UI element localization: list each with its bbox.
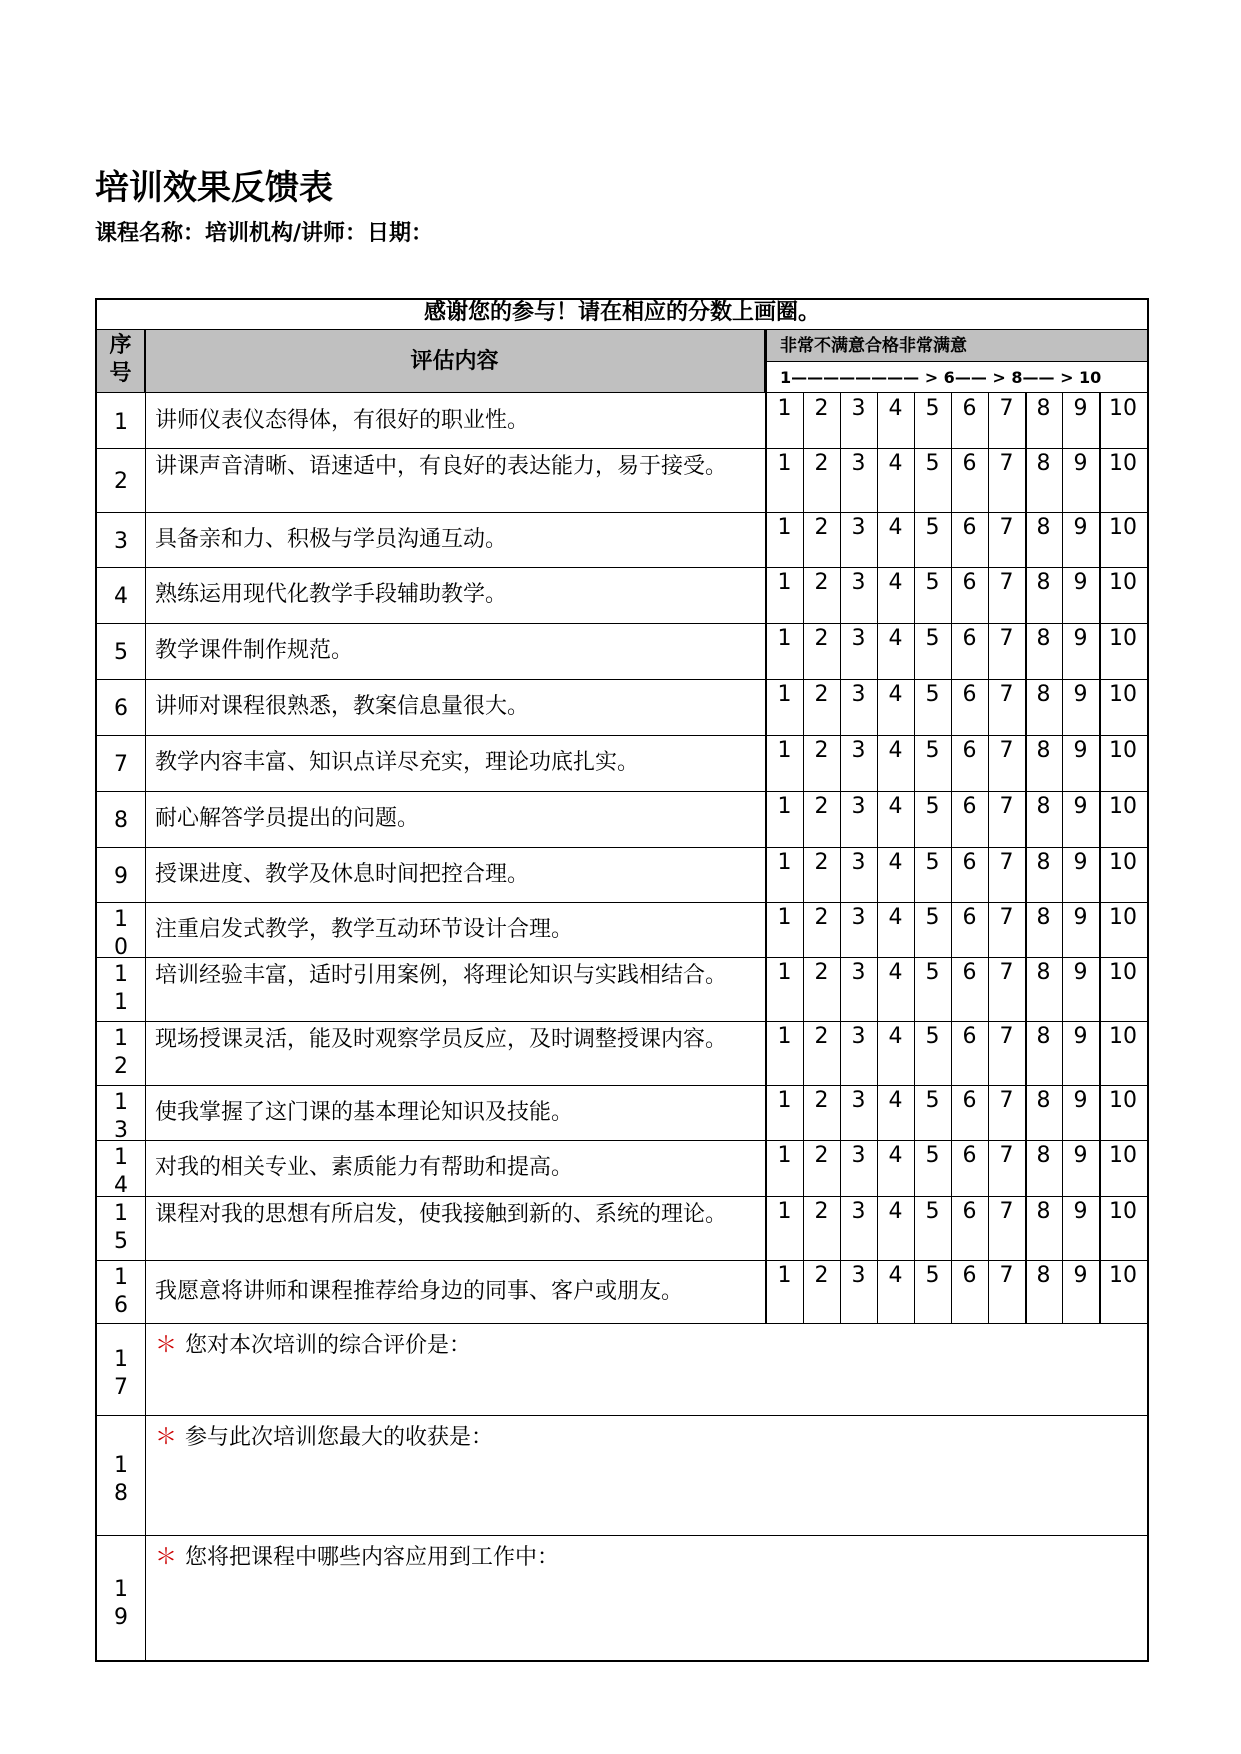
score-option-9[interactable]: 9 <box>1073 1199 1088 1224</box>
row-divider <box>95 1260 1149 1261</box>
score-option-10[interactable]: 10 <box>1109 1024 1137 1049</box>
score-option-3[interactable]: 3 <box>851 515 866 540</box>
header-number-label: 序号 <box>109 333 132 386</box>
score-option-3[interactable]: 3 <box>851 850 866 875</box>
score-divider <box>951 393 952 1323</box>
score-option-5[interactable]: 5 <box>925 1199 940 1224</box>
score-option-9[interactable]: 9 <box>1073 738 1088 763</box>
required-star-icon: ＊ <box>155 1545 178 1570</box>
score-option-10[interactable]: 10 <box>1109 515 1137 540</box>
score-option-7[interactable]: 7 <box>999 682 1014 707</box>
score-option-3[interactable]: 3 <box>851 396 866 421</box>
score-option-4[interactable]: 4 <box>888 794 903 819</box>
score-option-6[interactable]: 6 <box>962 960 977 985</box>
score-divider <box>803 393 804 1323</box>
evaluation-item-text: 授课进度、教学及休息时间把控合理。 <box>155 861 530 887</box>
row-divider <box>95 1415 1149 1416</box>
row-number <box>97 1200 145 1260</box>
row-divider <box>95 1021 1149 1022</box>
row-number-label: 3 <box>114 528 128 554</box>
score-option-4[interactable]: 4 <box>888 1024 903 1049</box>
score-option-10[interactable]: 10 <box>1109 1263 1137 1288</box>
score-option-6[interactable]: 6 <box>962 1143 977 1168</box>
score-option-2[interactable]: 2 <box>814 850 829 875</box>
column-divider <box>765 330 767 1323</box>
score-divider <box>988 393 989 1323</box>
score-option-2[interactable]: 2 <box>814 396 829 421</box>
score-option-1[interactable]: 1 <box>777 396 792 421</box>
score-option-10[interactable]: 10 <box>1109 794 1137 819</box>
evaluation-item-text: 对我的相关专业、素质能力有帮助和提高。 <box>155 1155 574 1180</box>
score-option-8[interactable]: 8 <box>1036 905 1051 930</box>
score-option-4[interactable]: 4 <box>888 738 903 763</box>
score-option-8[interactable]: 8 <box>1036 626 1051 651</box>
score-option-5[interactable]: 5 <box>925 682 940 707</box>
required-star-icon: ＊ <box>155 1333 178 1358</box>
evaluation-item-text: 注重启发式教学，教学互动环节设计合理。 <box>155 916 574 942</box>
score-option-9[interactable]: 9 <box>1073 960 1088 985</box>
score-option-4[interactable]: 4 <box>888 451 903 476</box>
score-option-3[interactable]: 3 <box>851 682 866 707</box>
score-option-7[interactable]: 7 <box>999 1024 1014 1049</box>
score-option-6[interactable]: 6 <box>962 451 977 476</box>
evaluation-item-text: 讲师对课程很熟悉，教案信息量很大。 <box>155 694 530 719</box>
score-option-7[interactable]: 7 <box>999 905 1014 930</box>
score-option-9[interactable]: 9 <box>1073 1143 1088 1168</box>
score-option-1[interactable]: 1 <box>777 1088 792 1113</box>
score-divider <box>1025 393 1027 1323</box>
score-option-7[interactable]: 7 <box>999 1143 1014 1168</box>
evaluation-item-text: 讲师仪表仪态得体，有很好的职业性。 <box>155 407 530 433</box>
row-number-label: 10 <box>114 907 128 960</box>
header-number <box>97 330 145 393</box>
score-option-3[interactable]: 3 <box>851 1143 866 1168</box>
row-number <box>97 739 145 791</box>
score-divider <box>840 393 841 1323</box>
score-option-9[interactable]: 9 <box>1073 1088 1088 1113</box>
row-number <box>97 961 145 1021</box>
score-option-7[interactable]: 7 <box>999 396 1014 421</box>
row-divider <box>95 1196 1149 1197</box>
row-number <box>97 906 145 960</box>
score-option-8[interactable]: 8 <box>1036 794 1051 819</box>
score-option-8[interactable]: 8 <box>1036 515 1051 540</box>
score-option-9[interactable]: 9 <box>1073 905 1088 930</box>
score-option-10[interactable]: 10 <box>1109 396 1137 421</box>
score-option-2[interactable]: 2 <box>814 1088 829 1113</box>
evaluation-item-text: 使我掌握了这门课的基本理论知识及技能。 <box>155 1099 574 1125</box>
score-option-7[interactable]: 7 <box>999 960 1014 985</box>
score-option-10[interactable]: 10 <box>1109 1143 1137 1168</box>
row-number-label: 15 <box>114 1201 128 1254</box>
row-divider <box>95 1085 1149 1086</box>
score-option-8[interactable]: 8 <box>1036 1024 1051 1049</box>
score-option-5[interactable]: 5 <box>925 451 940 476</box>
score-option-10[interactable]: 10 <box>1109 626 1137 651</box>
score-option-10[interactable]: 10 <box>1109 905 1137 930</box>
course-info-line: 课程名称：培训机构/讲师：日期： <box>95 221 434 246</box>
score-option-4[interactable]: 4 <box>888 1263 903 1288</box>
row-divider <box>95 448 1149 449</box>
evaluation-item-text: 现场授课灵活，能及时观察学员反应，及时调整授课内容。 <box>155 1027 728 1052</box>
open-question-prompt[interactable] <box>155 1331 471 1361</box>
row-divider <box>95 567 1149 568</box>
row-divider <box>95 512 1149 513</box>
score-option-3[interactable]: 3 <box>851 1088 866 1113</box>
row-number <box>97 452 145 512</box>
score-option-2[interactable]: 2 <box>814 1024 829 1049</box>
score-option-1[interactable]: 1 <box>777 451 792 476</box>
row-number-label: 8 <box>114 808 128 833</box>
score-option-4[interactable]: 4 <box>888 1143 903 1168</box>
score-option-4[interactable]: 4 <box>888 960 903 985</box>
column-divider <box>145 1323 146 1662</box>
row-number-label: 5 <box>114 640 128 665</box>
row-number-label: 14 <box>114 1145 128 1198</box>
row-number <box>97 1144 145 1196</box>
score-option-1[interactable]: 1 <box>777 682 792 707</box>
evaluation-item-text: 培训经验丰富，适时引用案例，将理论知识与实践相结合。 <box>155 963 728 988</box>
score-option-9[interactable]: 9 <box>1073 1263 1088 1288</box>
evaluation-item-text: 教学课件制作规范。 <box>155 638 354 663</box>
score-option-1[interactable]: 1 <box>777 1263 792 1288</box>
column-divider <box>145 330 146 1323</box>
score-option-2[interactable]: 2 <box>814 1199 829 1224</box>
score-option-3[interactable]: 3 <box>851 1199 866 1224</box>
score-option-8[interactable]: 8 <box>1036 1263 1051 1288</box>
score-option-8[interactable]: 8 <box>1036 451 1051 476</box>
score-option-6[interactable]: 6 <box>962 626 977 651</box>
score-option-5[interactable]: 5 <box>925 850 940 875</box>
row-divider <box>95 1535 1149 1536</box>
score-option-4[interactable]: 4 <box>888 515 903 540</box>
score-option-2[interactable]: 2 <box>814 682 829 707</box>
score-option-5[interactable]: 5 <box>925 1263 940 1288</box>
score-option-3[interactable]: 3 <box>851 1263 866 1288</box>
score-option-2[interactable]: 2 <box>814 570 829 595</box>
score-option-9[interactable]: 9 <box>1073 1024 1088 1049</box>
evaluation-item-text: 耐心解答学员提出的问题。 <box>155 806 420 831</box>
row-number-label: 7 <box>114 752 128 777</box>
row-divider <box>95 847 1149 848</box>
score-option-5[interactable]: 5 <box>925 570 940 595</box>
score-option-7[interactable]: 7 <box>999 1199 1014 1224</box>
row-divider <box>95 623 1149 624</box>
row-number <box>97 851 145 902</box>
score-option-8[interactable]: 8 <box>1036 1199 1051 1224</box>
row-number-label: 2 <box>114 469 128 494</box>
score-option-4[interactable]: 4 <box>888 850 903 875</box>
score-option-1[interactable]: 1 <box>777 794 792 819</box>
score-option-3[interactable]: 3 <box>851 626 866 651</box>
question-number-label: 17 <box>114 1347 128 1400</box>
header-scale-range: 1———————— > 6—— > 8—— > 10 <box>780 368 1102 387</box>
question-number-label: 19 <box>114 1576 128 1630</box>
score-option-6[interactable]: 6 <box>962 515 977 540</box>
score-option-1[interactable]: 1 <box>777 570 792 595</box>
open-question-text: 参与此次培训您最大的收获是： <box>185 1425 494 1450</box>
score-option-8[interactable]: 8 <box>1036 738 1051 763</box>
score-option-3[interactable]: 3 <box>851 451 866 476</box>
score-option-7[interactable]: 7 <box>999 850 1014 875</box>
score-option-9[interactable]: 9 <box>1073 794 1088 819</box>
score-option-5[interactable]: 5 <box>925 1088 940 1113</box>
row-number <box>97 1264 145 1323</box>
row-number <box>97 1089 145 1143</box>
score-option-2[interactable]: 2 <box>814 515 829 540</box>
score-option-1[interactable]: 1 <box>777 905 792 930</box>
score-option-6[interactable]: 6 <box>962 1088 977 1113</box>
score-option-2[interactable]: 2 <box>814 738 829 763</box>
row-number-label: 6 <box>114 696 128 721</box>
evaluation-item-text: 讲课声音清晰、语速适中，有良好的表达能力，易于接受。 <box>155 454 728 479</box>
score-option-5[interactable]: 5 <box>925 626 940 651</box>
score-option-1[interactable]: 1 <box>777 515 792 540</box>
score-option-9[interactable]: 9 <box>1073 451 1088 476</box>
score-option-6[interactable]: 6 <box>962 396 977 421</box>
score-option-5[interactable]: 5 <box>925 515 940 540</box>
score-option-3[interactable]: 3 <box>851 905 866 930</box>
open-question-text: 您对本次培训的综合评价是： <box>185 1333 472 1358</box>
score-option-1[interactable]: 1 <box>777 738 792 763</box>
row-number <box>97 397 145 448</box>
score-option-10[interactable]: 10 <box>1109 1088 1137 1113</box>
score-option-10[interactable]: 10 <box>1109 738 1137 763</box>
score-option-8[interactable]: 8 <box>1036 396 1051 421</box>
score-option-5[interactable]: 5 <box>925 396 940 421</box>
score-divider <box>877 393 878 1323</box>
score-option-3[interactable]: 3 <box>851 570 866 595</box>
score-option-2[interactable]: 2 <box>814 1263 829 1288</box>
row-number-label: 11 <box>114 962 128 1015</box>
row-number-label: 4 <box>114 584 128 609</box>
row-number <box>97 516 145 567</box>
score-option-7[interactable]: 7 <box>999 515 1014 540</box>
score-option-2[interactable]: 2 <box>814 451 829 476</box>
score-option-9[interactable]: 9 <box>1073 626 1088 651</box>
score-option-3[interactable]: 3 <box>851 738 866 763</box>
row-divider <box>95 957 1149 958</box>
score-option-3[interactable]: 3 <box>851 794 866 819</box>
required-star-icon: ＊ <box>155 1425 178 1450</box>
score-option-10[interactable]: 10 <box>1109 1199 1137 1224</box>
score-option-2[interactable]: 2 <box>814 905 829 930</box>
score-divider <box>914 393 915 1323</box>
evaluation-item-text: 课程对我的思想有所启发，使我接触到新的、系统的理论。 <box>155 1202 728 1227</box>
score-option-4[interactable]: 4 <box>888 396 903 421</box>
row-number-label: 1 <box>114 409 128 435</box>
score-option-10[interactable]: 10 <box>1109 850 1137 875</box>
row-number <box>97 627 145 679</box>
score-option-4[interactable]: 4 <box>888 1088 903 1113</box>
score-option-9[interactable]: 9 <box>1073 515 1088 540</box>
row-divider <box>95 1140 1149 1141</box>
score-option-6[interactable]: 6 <box>962 850 977 875</box>
score-option-1[interactable]: 1 <box>777 1199 792 1224</box>
row-number-label: 12 <box>114 1026 128 1079</box>
score-option-1[interactable]: 1 <box>777 960 792 985</box>
score-option-10[interactable]: 10 <box>1109 960 1137 985</box>
score-option-5[interactable]: 5 <box>925 794 940 819</box>
table-banner: 感谢您的参与！请在相应的分数上画圈。 <box>95 298 1149 330</box>
score-option-5[interactable]: 5 <box>925 1143 940 1168</box>
row-divider <box>95 791 1149 792</box>
score-option-9[interactable]: 9 <box>1073 396 1088 421</box>
score-option-9[interactable]: 9 <box>1073 570 1088 595</box>
score-option-10[interactable]: 10 <box>1109 682 1137 707</box>
score-option-6[interactable]: 6 <box>962 1199 977 1224</box>
score-option-9[interactable]: 9 <box>1073 850 1088 875</box>
score-divider <box>1099 393 1101 1323</box>
score-option-4[interactable]: 4 <box>888 682 903 707</box>
score-option-5[interactable]: 5 <box>925 1024 940 1049</box>
row-number <box>97 683 145 735</box>
header-content: 评估内容 <box>145 330 765 393</box>
evaluation-item-text: 教学内容丰富、知识点详尽充实，理论功底扎实。 <box>155 750 640 775</box>
score-option-6[interactable]: 6 <box>962 1024 977 1049</box>
score-option-4[interactable]: 4 <box>888 626 903 651</box>
score-divider <box>1062 393 1063 1323</box>
question-number-label: 18 <box>114 1453 128 1506</box>
score-option-8[interactable]: 8 <box>1036 960 1051 985</box>
row-number <box>97 1025 145 1085</box>
header-scale-legend: 非常不满意合格非常满意 <box>766 330 1147 362</box>
score-option-8[interactable]: 8 <box>1036 850 1051 875</box>
score-option-1[interactable]: 1 <box>777 626 792 651</box>
row-number <box>97 795 145 847</box>
question-number <box>97 1346 145 1402</box>
score-option-1[interactable]: 1 <box>777 850 792 875</box>
score-option-4[interactable]: 4 <box>888 570 903 595</box>
row-number <box>97 571 145 623</box>
score-option-2[interactable]: 2 <box>814 626 829 651</box>
evaluation-item-text: 熟练运用现代化教学手段辅助教学。 <box>155 582 508 607</box>
score-option-7[interactable]: 7 <box>999 1263 1014 1288</box>
score-option-2[interactable]: 2 <box>814 794 829 819</box>
score-option-4[interactable]: 4 <box>888 905 903 930</box>
row-divider <box>95 1323 1149 1324</box>
evaluation-item-text: 我愿意将讲师和课程推荐给身边的同事、客户或朋友。 <box>155 1278 684 1304</box>
score-option-6[interactable]: 6 <box>962 1263 977 1288</box>
score-option-2[interactable]: 2 <box>814 1143 829 1168</box>
score-option-7[interactable]: 7 <box>999 626 1014 651</box>
score-option-6[interactable]: 6 <box>962 570 977 595</box>
open-question-text: 您将把课程中哪些内容应用到工作中： <box>185 1545 560 1570</box>
score-option-6[interactable]: 6 <box>962 794 977 819</box>
score-option-7[interactable]: 7 <box>999 570 1014 595</box>
score-option-6[interactable]: 6 <box>962 905 977 930</box>
score-option-10[interactable]: 10 <box>1109 451 1137 476</box>
row-divider <box>95 735 1149 736</box>
evaluation-item-text: 具备亲和力、积极与学员沟通互动。 <box>155 526 508 552</box>
score-option-7[interactable]: 7 <box>999 738 1014 763</box>
score-option-6[interactable]: 6 <box>962 682 977 707</box>
score-option-5[interactable]: 5 <box>925 960 940 985</box>
score-option-5[interactable]: 5 <box>925 738 940 763</box>
score-option-1[interactable]: 1 <box>777 1024 792 1049</box>
score-option-7[interactable]: 7 <box>999 794 1014 819</box>
question-number <box>97 1576 145 1632</box>
score-option-8[interactable]: 8 <box>1036 570 1051 595</box>
score-option-3[interactable]: 3 <box>851 1024 866 1049</box>
open-question-prompt[interactable] <box>155 1543 559 1573</box>
score-option-8[interactable]: 8 <box>1036 1088 1051 1113</box>
score-option-8[interactable]: 8 <box>1036 682 1051 707</box>
score-option-3[interactable]: 3 <box>851 960 866 985</box>
row-number-label: 9 <box>114 863 128 889</box>
score-option-9[interactable]: 9 <box>1073 682 1088 707</box>
score-option-7[interactable]: 7 <box>999 1088 1014 1113</box>
score-option-1[interactable]: 1 <box>777 1143 792 1168</box>
score-option-7[interactable]: 7 <box>999 451 1014 476</box>
score-option-8[interactable]: 8 <box>1036 1143 1051 1168</box>
row-number-label: 13 <box>114 1090 128 1143</box>
score-option-6[interactable]: 6 <box>962 738 977 763</box>
question-number <box>97 1452 145 1508</box>
header-divider <box>95 392 1149 393</box>
row-divider <box>95 902 1149 903</box>
score-option-10[interactable]: 10 <box>1109 570 1137 595</box>
open-question-prompt[interactable] <box>155 1423 493 1453</box>
score-option-5[interactable]: 5 <box>925 905 940 930</box>
page-title: 培训效果反馈表 <box>95 168 333 208</box>
score-option-4[interactable]: 4 <box>888 1199 903 1224</box>
row-number-label: 16 <box>114 1265 128 1318</box>
row-divider <box>95 679 1149 680</box>
score-option-2[interactable]: 2 <box>814 960 829 985</box>
